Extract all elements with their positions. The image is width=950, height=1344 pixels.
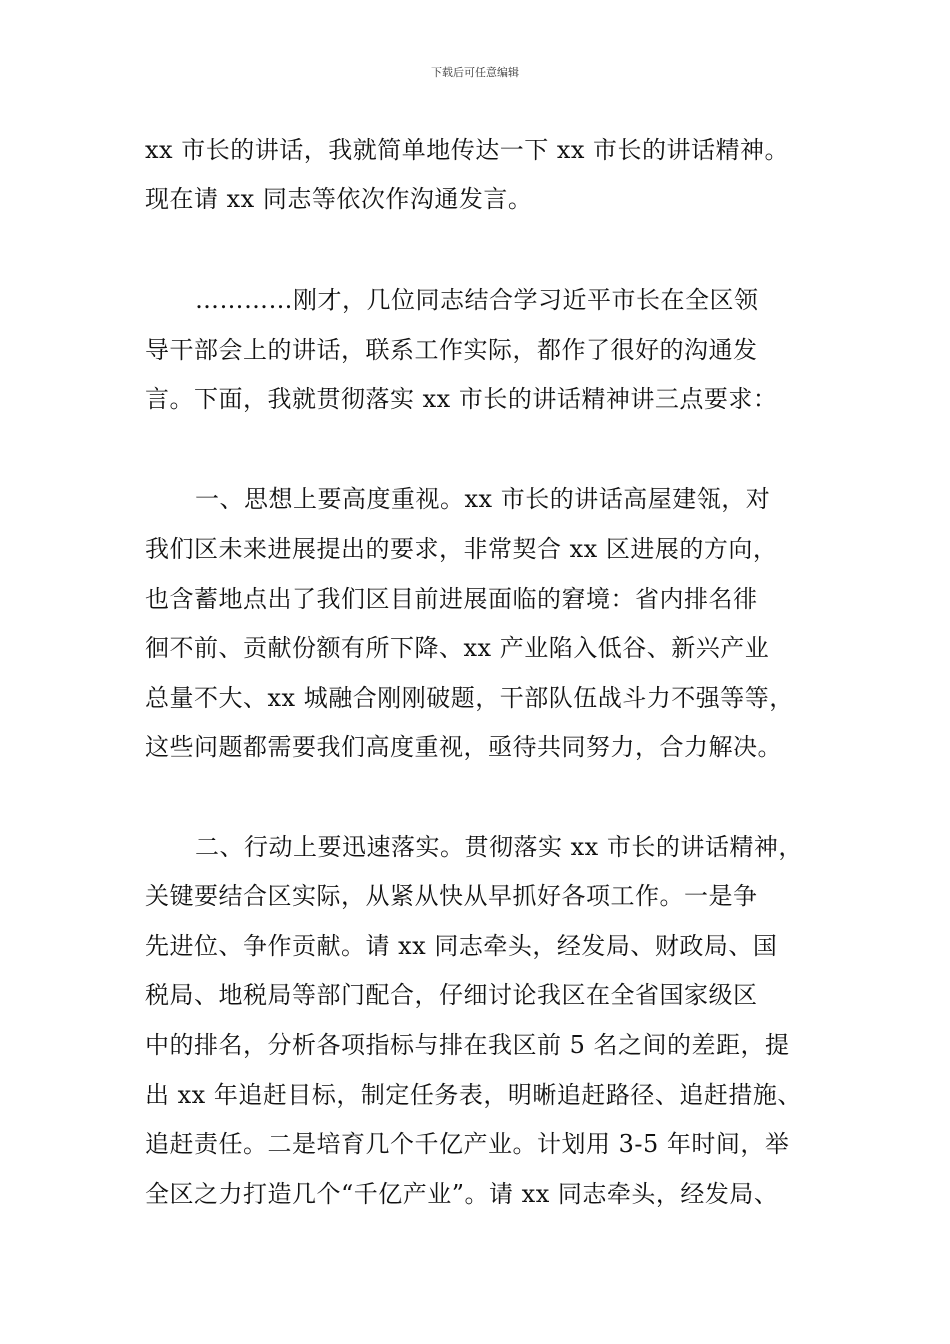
- text-line: 中的排名，分析各项指标与排在我区前 5 名之间的差距，提: [145, 1031, 790, 1059]
- text-line: 也含蓄地点出了我们区目前进展面临的窘境：省内排名徘: [145, 585, 758, 613]
- text-line: 二、行动上要迅速落实。贯彻落实 xx 市长的讲话精神，: [195, 833, 803, 861]
- text-line: 总量不大、xx 城融合刚刚破题，干部队伍战斗力不强等等，: [145, 684, 794, 712]
- text-line: 言。下面，我就贯彻落实 xx 市长的讲话精神讲三点要求：: [145, 385, 778, 413]
- page-header: 下载后可任意编辑: [431, 66, 519, 79]
- text-line: 一、思想上要高度重视。xx 市长的讲话高屋建瓴，对: [195, 485, 771, 513]
- text-line: 我们区未来进展提出的要求，非常契合 xx 区进展的方向，: [145, 535, 778, 563]
- text-line: 这些问题都需要我们高度重视，亟待共同努力，合力解决。: [145, 733, 782, 761]
- text-line: 先进位、争作贡献。请 xx 同志牵头，经发局、财政局、国: [145, 932, 778, 960]
- text-line: xx 市长的讲话，我就简单地传达一下 xx 市长的讲话精神。: [145, 136, 790, 164]
- text-line: 关键要结合区实际，从紧从快从早抓好各项工作。一是争: [145, 882, 758, 910]
- text-line: 税局、地税局等部门配合，仔细讨论我区在全省国家级区: [145, 981, 758, 1009]
- text-line: 全区之力打造几个“千亿产业”。请 xx 同志牵头，经发局、: [145, 1180, 779, 1208]
- text-line: 出 xx 年追赶目标，制定任务表，明晰追赶路径、追赶措施、: [145, 1081, 802, 1109]
- text-line: 现在请 xx 同志等依次作沟通发言。: [145, 185, 533, 213]
- text-line: …………刚才，几位同志结合学习近平市长在全区领: [195, 286, 759, 314]
- text-line: 徊不前、贡献份额有所下降、xx 产业陷入低谷、新兴产业: [145, 634, 770, 662]
- text-line: 追赶责任。二是培育几个千亿产业。计划用 3-5 年时间，举: [145, 1130, 790, 1158]
- text-line: 导干部会上的讲话，联系工作实际，都作了很好的沟通发: [145, 336, 758, 364]
